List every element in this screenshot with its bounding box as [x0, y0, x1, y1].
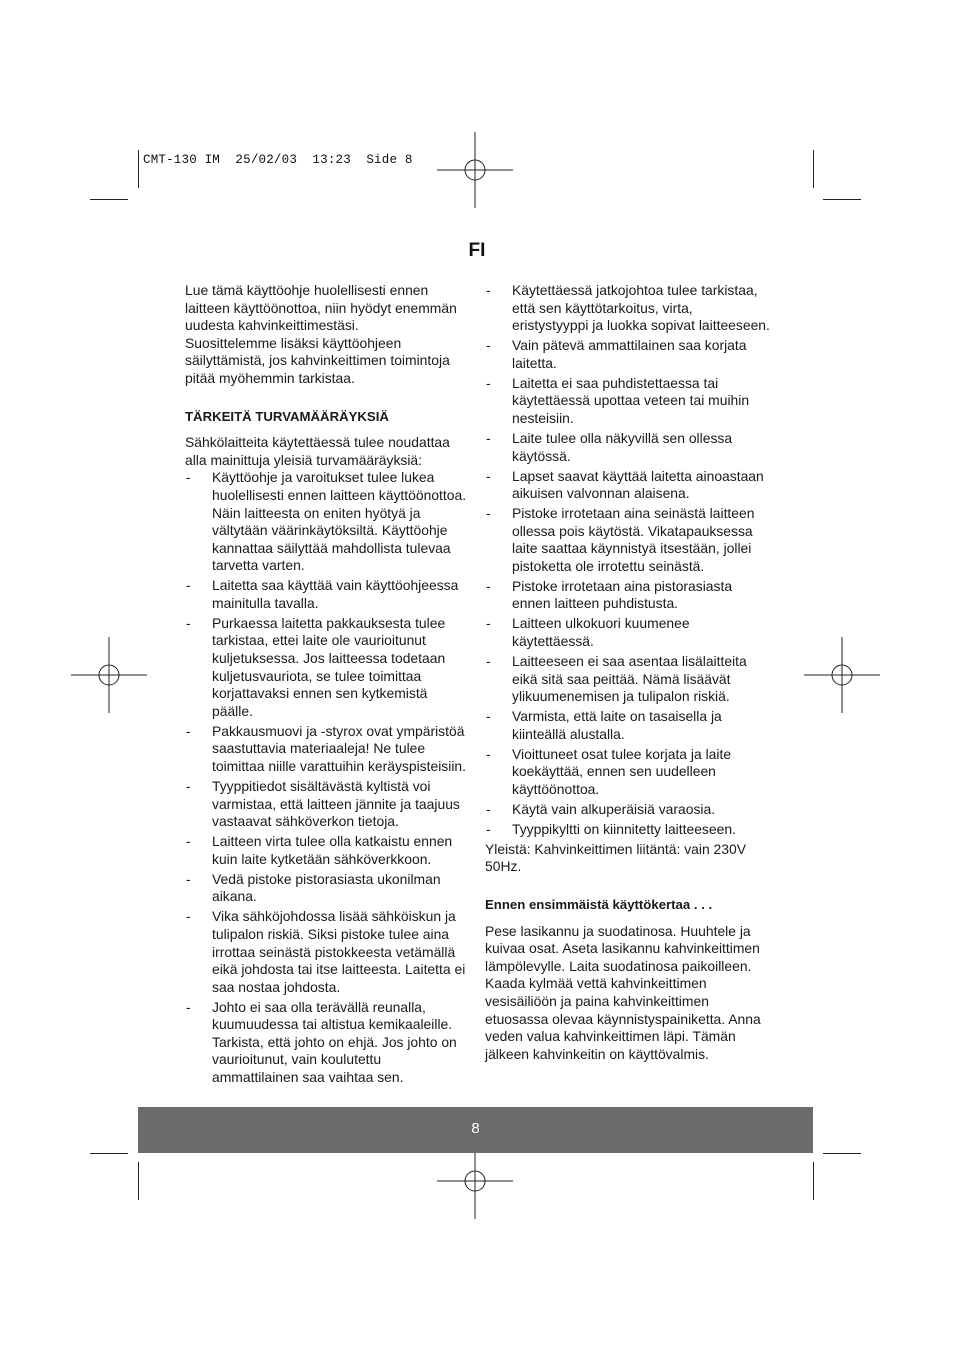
list-item: - Laitteen ulkokuori kuumenee käytettäessä.	[485, 615, 770, 650]
registration-mark-right-icon	[804, 637, 880, 713]
list-item: - Vika sähköjohdossa lisää sähköiskun ja tulipalon riskiä. Siksi pistoke tulee aina irrottaa seinästä pistokkeesta vetämällä eikä johdosta tai itse laitteesta. Laitetta ei saa nostaa johdosta.	[185, 908, 470, 996]
list-item: - Laitetta ei saa puhdistettaessa tai käytettäessä upottaa veteen tai muihin nesteisiin.	[485, 375, 770, 428]
list-item: - Varmista, että laite on tasaisella ja kiinteällä alustalla.	[485, 708, 770, 743]
list-item: - Laitetta saa käyttää vain käyttöohjeessa mainitulla tavalla.	[185, 577, 470, 612]
list-item: - Laitteen virta tulee olla katkaistu ennen kuin laite kytketään sähköverkkoon.	[185, 833, 470, 868]
registration-mark-bottom-icon	[437, 1143, 513, 1219]
list-item: - Tyyppitiedot sisältävästä kyltistä voi varmistaa, että laitteen jännite ja taajuus vastaavat sähköverkon tietoja.	[185, 778, 470, 831]
list-item: - Vain pätevä ammattilainen saa korjata laitetta.	[485, 337, 770, 372]
intro-line: Lue tämä käyttöohje huolellisesti ennen laitteen käyttöönottoa, niin hyödyt enemmän uudesta kahvinkeittimestäsi.	[185, 282, 457, 334]
list-item: - Käytä vain alkuperäisiä varaosia.	[485, 801, 770, 819]
list-item: - Laite tulee olla näkyvillä sen ollessa käytössä.	[485, 430, 770, 465]
intro-paragraph	[185, 282, 470, 388]
first-use-heading: Ennen ensimmäistä käyttökertaa . . .	[485, 897, 713, 913]
safety-heading: TÄRKEITÄ TURVAMÄÄRÄYKSIÄ	[185, 408, 389, 424]
page-number: 8	[471, 1120, 480, 1137]
crop-mark-bottom-left-vertical	[138, 1162, 139, 1200]
crop-mark-bottom-right-vertical	[813, 1162, 814, 1200]
list-item: - Vedä pistoke pistorasiasta ukonilman aikana.	[185, 871, 470, 906]
list-item: - Pistoke irrotetaan aina seinästä laitteen ollessa pois käytöstä. Vikatapauksessa laite saattaa käynnistyä itsestään, jollei pistoketta ole irrotettu seinästä.	[485, 505, 770, 575]
list-item: - Lapset saavat käyttää laitetta ainoastaan aikuisen valvonnan alaisena.	[485, 468, 770, 503]
safety-list-left	[185, 469, 470, 1086]
intro-line: Suosittelemme lisäksi käyttöohjeen säilyttämistä, jos kahvinkeittimen toimintoja pitää myöhemmin tarkistaa.	[185, 334, 450, 386]
list-item: - Pistoke irrotetaan aina pistorasiasta ennen laitteen puhdistusta.	[485, 578, 770, 613]
list-item: - Käytettäessä jatkojohtoa tulee tarkistaa, että sen käyttötarkoitus, virta, eristystyyppi ja luokka sopivat laitteeseen.	[485, 282, 770, 335]
crop-mark-top-left-horizontal	[90, 199, 128, 200]
page-footer	[138, 1107, 813, 1153]
left-column	[185, 282, 470, 1089]
crop-mark-top-left-vertical	[138, 150, 139, 188]
list-item: - Laitteeseen ei saa asentaa lisälaitteita eikä sitä saa peittää. Nämä lisäävät ylikuumenemisen ja tulipalon riskiä.	[485, 653, 770, 706]
first-use-text: Pese lasikannu ja suodatinosa. Huuhtele ja kuivaa osat. Aseta lasikannu kahvinkeittimen lämpölevylle. Laita suodatinosa paikoilleen. Kaada kylmää vettä kahvinkeittimen vesisäiliöön ja paina kahvinkeittimen etuosassa olevaa käynnistyspainiketta. Anna veden valua kahvinkeittimen läpi. Tämän jälkeen kahvinkeitin on käyttövalmis.	[485, 922, 761, 1062]
list-item: - Johto ei saa olla terävällä reunalla, kuumuudessa tai altistua kemikaaleille. Tarkista, että johto on ehjä. Jos johto on vaurioitunut, vain koulutettu ammattilainen saa vaihtaa sen.	[185, 999, 470, 1087]
registration-mark-left-icon	[71, 637, 147, 713]
crop-mark-top-right-vertical	[813, 150, 814, 188]
general-note: Yleistä: Kahvinkeittimen liitäntä: vain 230V 50Hz.	[485, 840, 746, 875]
print-slug: CMT-130 IM 25/02/03 13:23 Side 8	[143, 153, 413, 167]
safety-list-right	[485, 282, 770, 839]
crop-mark-bottom-right-horizontal	[823, 1153, 861, 1154]
list-item: - Tyyppikyltti on kiinnitetty laitteeseen.	[485, 821, 770, 839]
crop-mark-top-right-horizontal	[823, 199, 861, 200]
language-code: FI	[468, 240, 486, 261]
list-item: - Käyttöohje ja varoitukset tulee lukea huolellisesti ennen laitteen käyttöönottoa. Näin laitteesta on eniten hyötyä ja vältytään väärinkäytöksiltä. Käyttöohje kannattaa säilyttää mahdollista tulevaa tarvetta varten.	[185, 469, 470, 575]
right-column	[485, 282, 770, 1075]
registration-mark-top-icon	[437, 132, 513, 208]
list-item: - Purkaessa laitetta pakkauksesta tulee tarkistaa, ettei laite ole vaurioitunut kuljetuksessa. Jos laitteessa todetaan kuljetusvauriota, se tulee toimittaa korjattavaksi ennen sen kytkemistä päälle.	[185, 615, 470, 721]
safety-intro: Sähkölaitteita käytettäessä tulee noudattaa alla mainittuja yleisiä turvamääräyksiä:	[185, 434, 450, 468]
crop-mark-bottom-left-horizontal	[90, 1153, 128, 1154]
list-item: - Pakkausmuovi ja -styrox ovat ympäristöä saastuttavia materiaaleja! Ne tulee toimittaa niille varattuihin keräyspisteisiin.	[185, 723, 470, 776]
list-item: - Vioittuneet osat tulee korjata ja laite koekäyttää, ennen sen uudelleen käyttöönottoa.	[485, 746, 770, 799]
